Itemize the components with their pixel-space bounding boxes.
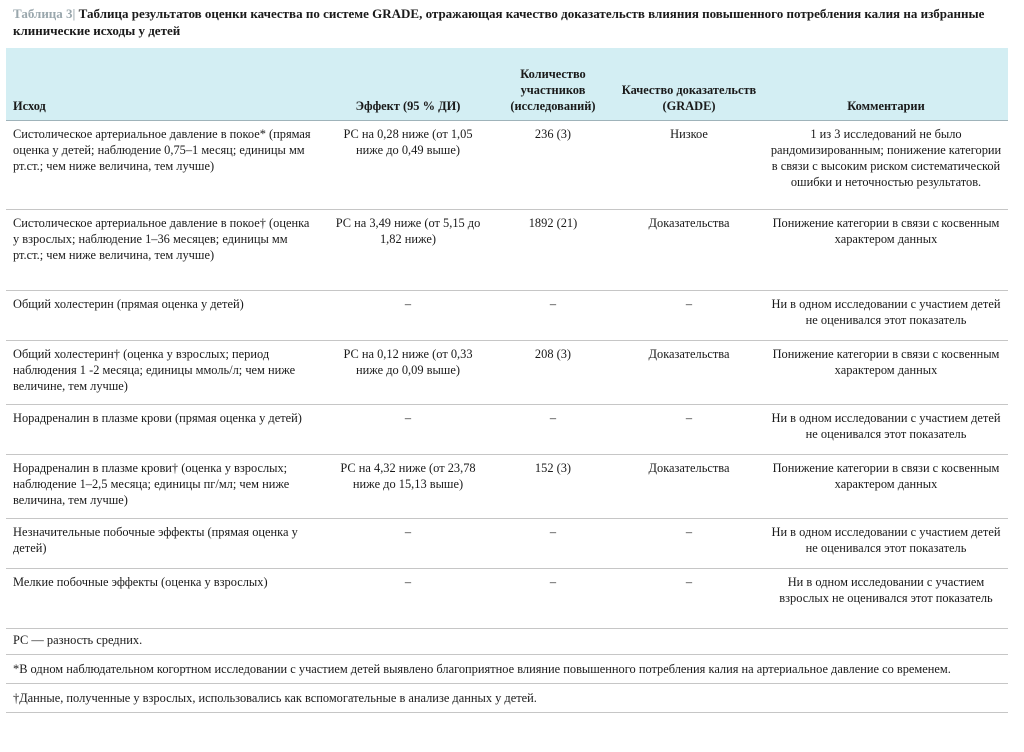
cell-quality: – (614, 569, 764, 629)
cell-participants: – (492, 569, 614, 629)
footnotes (6, 632, 1008, 719)
header-quality: Качество доказательств (GRADE) (614, 48, 764, 121)
cell-participants: 236 (3) (492, 121, 614, 210)
table-row (6, 210, 1008, 291)
table-row (6, 341, 1008, 405)
cell-outcome: Норадреналин в плазме крови† (оценка у взрослых; наблюдение 1–2,5 месяца; единицы пг/мл; чем ниже величина, тем лучше) (6, 455, 324, 519)
cell-comments: Понижение категории в связи с косвенным характером данных (764, 210, 1008, 291)
table-row (6, 455, 1008, 519)
cell-effect: – (324, 405, 492, 455)
table-row (6, 519, 1008, 569)
table-row (6, 569, 1008, 629)
cell-comments: Ни в одном исследовании с участием взрослых не оценивался этот показатель (764, 569, 1008, 629)
cell-effect: РС на 0,12 ниже (от 0,33 ниже до 0,09 выше) (324, 341, 492, 405)
cell-effect: РС на 3,49 ниже (от 5,15 до 1,82 ниже) (324, 210, 492, 291)
cell-quality: Доказательства (614, 341, 764, 405)
cell-comments: Ни в одном исследовании с участием детей не оценивался этот показатель (764, 519, 1008, 569)
table-title (13, 5, 1003, 39)
header-effect: Эффект (95 % ДИ) (324, 48, 492, 121)
cell-effect: – (324, 569, 492, 629)
cell-effect: – (324, 291, 492, 341)
table-row (6, 291, 1008, 341)
cell-participants: 152 (3) (492, 455, 614, 519)
cell-outcome: Систолическое артериальное давление в покое* (прямая оценка у детей; наблюдение 0,75–1 месяц; единицы мм рт.ст.; чем ниже величина, тем лучше) (6, 121, 324, 210)
cell-outcome: Мелкие побочные эффекты (оценка у взрослых) (6, 569, 324, 629)
table-title-text: Таблица результатов оценки качества по системе GRADE, отражающая качество доказательств влияния повышенного потребления калия на избранные клинические исходы у детей (13, 6, 985, 38)
cell-outcome: Норадреналин в плазме крови (прямая оценка у детей) (6, 405, 324, 455)
table-header-row (6, 48, 1008, 121)
cell-comments: 1 из 3 исследований не было рандомизированным; понижение категории в связи с высоким риском систематической ошибки и неточностью результатов. (764, 121, 1008, 210)
grade-table (6, 48, 1008, 629)
cell-quality: Низкое (614, 121, 764, 210)
cell-quality: Доказательства (614, 455, 764, 519)
cell-participants: 208 (3) (492, 341, 614, 405)
cell-participants: – (492, 405, 614, 455)
cell-quality: Доказательства (614, 210, 764, 291)
cell-effect: РС на 4,32 ниже (от 23,78 ниже до 15,13 выше) (324, 455, 492, 519)
cell-participants: 1892 (21) (492, 210, 614, 291)
cell-participants: – (492, 291, 614, 341)
cell-comments: Понижение категории в связи с косвенным характером данных (764, 455, 1008, 519)
table-label: Таблица 3| (13, 6, 76, 21)
cell-quality: – (614, 291, 764, 341)
header-outcome: Исход (6, 48, 324, 121)
cell-outcome: Общий холестерин (прямая оценка у детей) (6, 291, 324, 341)
table-row (6, 405, 1008, 455)
cell-comments: Ни в одном исследовании с участием детей не оценивался этот показатель (764, 405, 1008, 455)
cell-comments: Ни в одном исследовании с участием детей не оценивался этот показатель (764, 291, 1008, 341)
footnote-asterisk: *В одном наблюдательном когортном исследовании с участием детей выявлено благоприятное влияние повышенного потребления калия на артериальное давление со временем. (6, 661, 1008, 684)
footnote-dagger: †Данные, полученные у взрослых, использовались как вспомогательные в анализе данных у детей. (6, 690, 1008, 713)
header-participants: Количество участников (исследований) (492, 48, 614, 121)
cell-quality: – (614, 405, 764, 455)
cell-effect: РС на 0,28 ниже (от 1,05 ниже до 0,49 выше) (324, 121, 492, 210)
cell-outcome: Систолическое артериальное давление в покое† (оценка у взрослых; наблюдение 1–36 месяцев; единицы мм рт.ст.; чем ниже величина, тем лучше) (6, 210, 324, 291)
cell-effect: – (324, 519, 492, 569)
cell-participants: – (492, 519, 614, 569)
cell-outcome: Общий холестерин† (оценка у взрослых; период наблюдения 1 -2 месяца; единицы ммоль/л; чем ниже величине, тем лучше) (6, 341, 324, 405)
table-row (6, 121, 1008, 210)
cell-outcome: Незначительные побочные эффекты (прямая оценка у детей) (6, 519, 324, 569)
cell-quality: – (614, 519, 764, 569)
cell-comments: Понижение категории в связи с косвенным характером данных (764, 341, 1008, 405)
footnote-abbreviation: РС — разность средних. (6, 632, 1008, 655)
header-comments: Комментарии (764, 48, 1008, 121)
